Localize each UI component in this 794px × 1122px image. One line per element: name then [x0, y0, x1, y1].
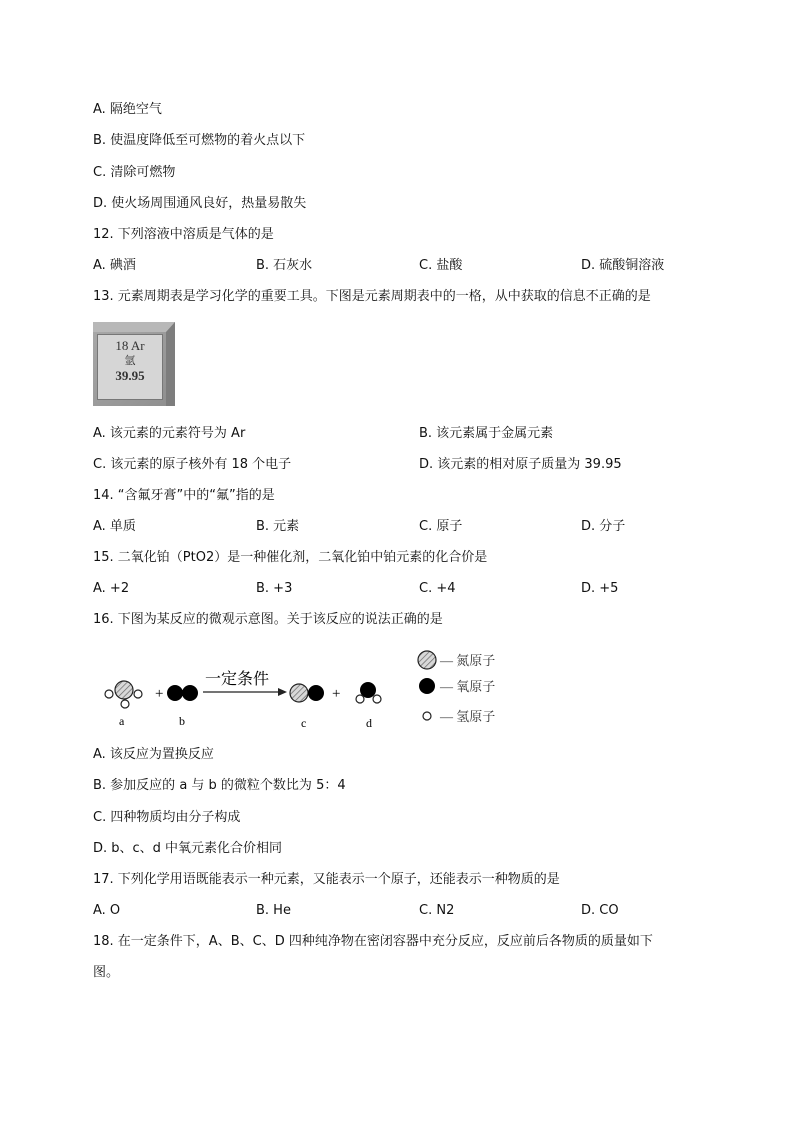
q11-option-c: C. 清除可燃物	[93, 165, 176, 180]
molecule-a	[105, 681, 142, 708]
atomic-mass: 39.95	[115, 368, 145, 383]
molecule-d	[356, 682, 381, 703]
q18-stem-line1: 18. 在一定条件下，A、B、C、D 四种纯净物在密闭容器中充分反应，反应前后各物质的质量如下	[93, 934, 653, 949]
q17-stem: 17. 下列化学用语既能表示一种元素，又能表示一个原子，还能表示一种物质的是	[93, 872, 560, 887]
q14-option-d: D. 分子	[581, 519, 626, 534]
plus-sign-2: +	[332, 686, 341, 702]
q11-option-a: A. 隔绝空气	[93, 102, 162, 117]
q12-option-d: D. 硫酸铜溶液	[581, 258, 665, 273]
q15-option-d: D. +5	[581, 581, 619, 596]
q15-option-b: B. +3	[256, 581, 293, 596]
q14-option-c: C. 原子	[419, 519, 463, 534]
label-b: b	[179, 714, 185, 728]
q17-option-c: C. N2	[419, 903, 455, 918]
reaction-condition: 一定条件	[205, 671, 270, 688]
label-a: a	[119, 714, 125, 728]
q16-option-d: D. b、c、d 中氧元素化合价相同	[93, 841, 283, 856]
q11-option-d: D. 使火场周围通风良好，热量易散失	[93, 196, 307, 211]
tile-front-face	[97, 334, 163, 400]
q13-option-d: D. 该元素的相对原子质量为 39.95	[419, 457, 622, 472]
q16-option-b: B. 参加反应的 a 与 b 的微粒个数比为 5：4	[93, 778, 346, 793]
label-d: d	[366, 716, 372, 730]
q17-option-b: B. He	[256, 903, 291, 918]
q12-stem: 12. 下列溶液中溶质是气体的是	[93, 227, 274, 242]
q15-option-c: C. +4	[419, 581, 456, 596]
q14-option-a: A. 单质	[93, 519, 136, 534]
q18-stem-line2: 图。	[93, 965, 120, 980]
molecule-b	[167, 685, 198, 701]
q17-option-a: A. O	[93, 903, 121, 918]
q15-stem: 15. 二氧化铂（PtO2）是一种催化剂，二氧化铂中铂元素的化合价是	[93, 550, 488, 565]
q14-option-b: B. 元素	[256, 519, 300, 534]
q13-option-c: C. 该元素的原子核外有 18 个电子	[93, 457, 292, 472]
q13-option-b: B. 该元素属于金属元素	[419, 426, 554, 441]
legend-hydrogen: — 氢原子	[440, 709, 496, 724]
label-c: c	[301, 716, 307, 730]
atomic-number-symbol: 18 Ar	[115, 338, 145, 353]
tile-side-face	[166, 322, 175, 406]
legend-oxygen-swatch	[419, 678, 435, 694]
q11-option-b: B. 使温度降低至可燃物的着火点以下	[93, 133, 306, 148]
plus-sign-1: +	[155, 686, 164, 702]
q13-option-a: A. 该元素的元素符号为 Ar	[93, 426, 246, 441]
q12-option-b: B. 石灰水	[256, 258, 313, 273]
periodic-table-cell	[93, 322, 175, 406]
q16-stem: 16. 下图为某反应的微观示意图。关于该反应的说法正确的是	[93, 612, 443, 627]
q13-stem: 13. 元素周期表是学习化学的重要工具。下图是元素周期表中的一格，从中获取的信息不正确的是	[93, 289, 651, 304]
q16-option-a: A. 该反应为置换反应	[93, 747, 214, 762]
q14-stem: 14. “含氟牙膏”中的“氟”指的是	[93, 488, 275, 503]
legend-nitrogen: — 氮原子	[440, 653, 496, 668]
legend-hydrogen-swatch	[423, 712, 431, 720]
q16-option-c: C. 四种物质均由分子构成	[93, 810, 241, 825]
legend	[418, 651, 495, 724]
legend-oxygen: — 氧原子	[440, 679, 496, 694]
arrow-head	[278, 688, 287, 696]
element-name: 氩	[124, 354, 136, 367]
reaction-micro-diagram	[95, 646, 515, 736]
q15-option-a: A. +2	[93, 581, 130, 596]
legend-nitrogen-swatch	[418, 651, 436, 669]
q17-option-d: D. CO	[581, 903, 619, 918]
tile-top-face	[93, 322, 175, 332]
q12-option-a: A. 碘酒	[93, 258, 136, 273]
q12-option-c: C. 盐酸	[419, 258, 463, 273]
molecule-c	[290, 684, 324, 702]
